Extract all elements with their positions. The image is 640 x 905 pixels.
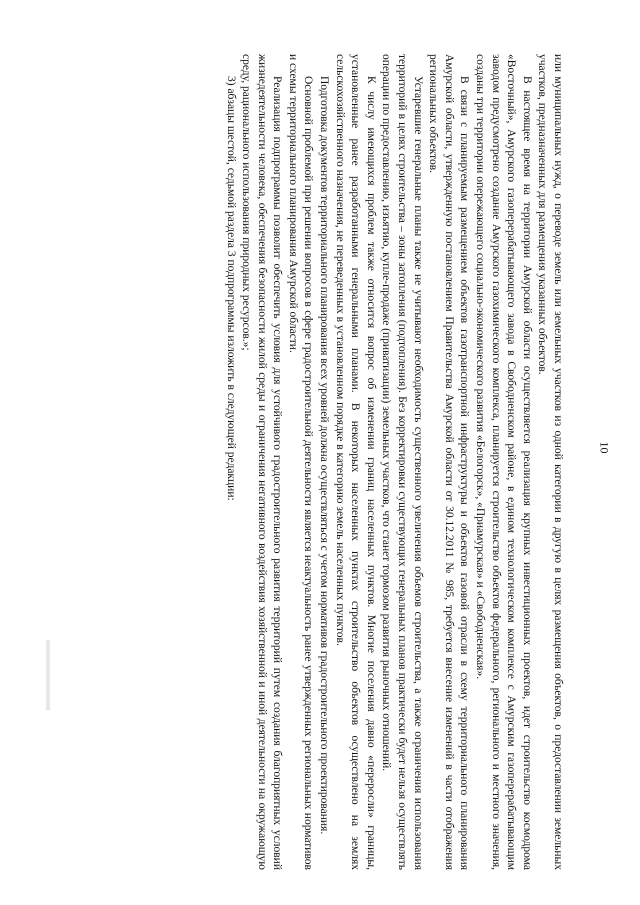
paragraph-4: Устаревшие генеральные планы также не учитывают необходимость существенного увеличения объемов строительства, а также ограничения использования территорий в целях строительства – зоны затопления (подтопления). Без корректировки существующих генеральных планов практически будет нельзя осуществлять операции по предоставлению, изъятию, купле-продаже (приватизации) земельных участков, что станет тормозом развития рыночных отношений.: [380, 54, 424, 870]
paragraph-6: Подготовка документов территориального планирования всех уровней должна осуществляться с учетом нормативов градостроительного проектирования.: [318, 76, 331, 835]
paragraph-2: В настоящее время на территории Амурской области осуществляется реализация крупных инвестиционных проектов, идет строительство космодрома «Восточный», Амурского газоперерабатывающего завода в Свободненском районе, в едином технологическом комплексе с Амурским газоперерабатывающим заводом предусмотрено создание Амурского газохимического комплекса, планируется строительство объектов федерального, регионального и местного значения, созданы три территории опережающего социально-экономического развития «Белогорск», «Приамурская» и «Свободненская».: [474, 54, 533, 870]
paragraph-5: К числу имеющихся проблем также относится вопрос об изменении границ населенных пунктов. Многие поселения давно «переросли» границы, установленные ранее разработанными генеральными планами. В некоторых населенных пунктах строительство объектов осуществлено на землях сельскохозяйственного назначения, не переведенных в установленном порядке в категорию земель населенных пунктов.: [333, 54, 377, 870]
paragraph-9: 3) абзацы шестой, седьмой раздела 3 подпрограммы изложить в следующей редакции:: [224, 76, 237, 501]
paragraph-8: Реализация подпрограммы позволит обеспечить условия для устойчивого градостроительного развития территорий путем создания благоприятных условий жизнедеятельности человека, обеспечения безопасности жилой среды и ограничения негативного воздействия хозяйственной и иной деятельности на окружающую среду, рационального использования природных ресурсов.»;: [240, 54, 284, 870]
page-number: 10: [597, 441, 612, 454]
paragraph-7: Основной проблемой при решении вопросов в сфере градостроительной деятельности является неактуальность ранее утвержденных региональных нормативов и схемы территориального планирования Амурской области.: [286, 54, 315, 870]
paragraph-1: или муниципальных нужд, о переводе земель или земельных участков из одной категории в другую в целях размещения объектов, о предоставлении земельных участков, предназначенных для размещения указанных объектов.: [536, 54, 564, 870]
scan-edge-mark: [46, 640, 50, 710]
document-body: [95, 54, 565, 870]
rotated-text-area: [95, 54, 565, 870]
paragraph-3: В связи с планируемым размещением объектов газотранспортной инфраструктуры и объектов газовой отрасли в схему территориального планирования Амурской области, утвержденную постановлением Правительства Амурской области от 30.12.2011 № 985, требуется внесение изменений в части отображения региональных объектов.: [427, 54, 471, 870]
